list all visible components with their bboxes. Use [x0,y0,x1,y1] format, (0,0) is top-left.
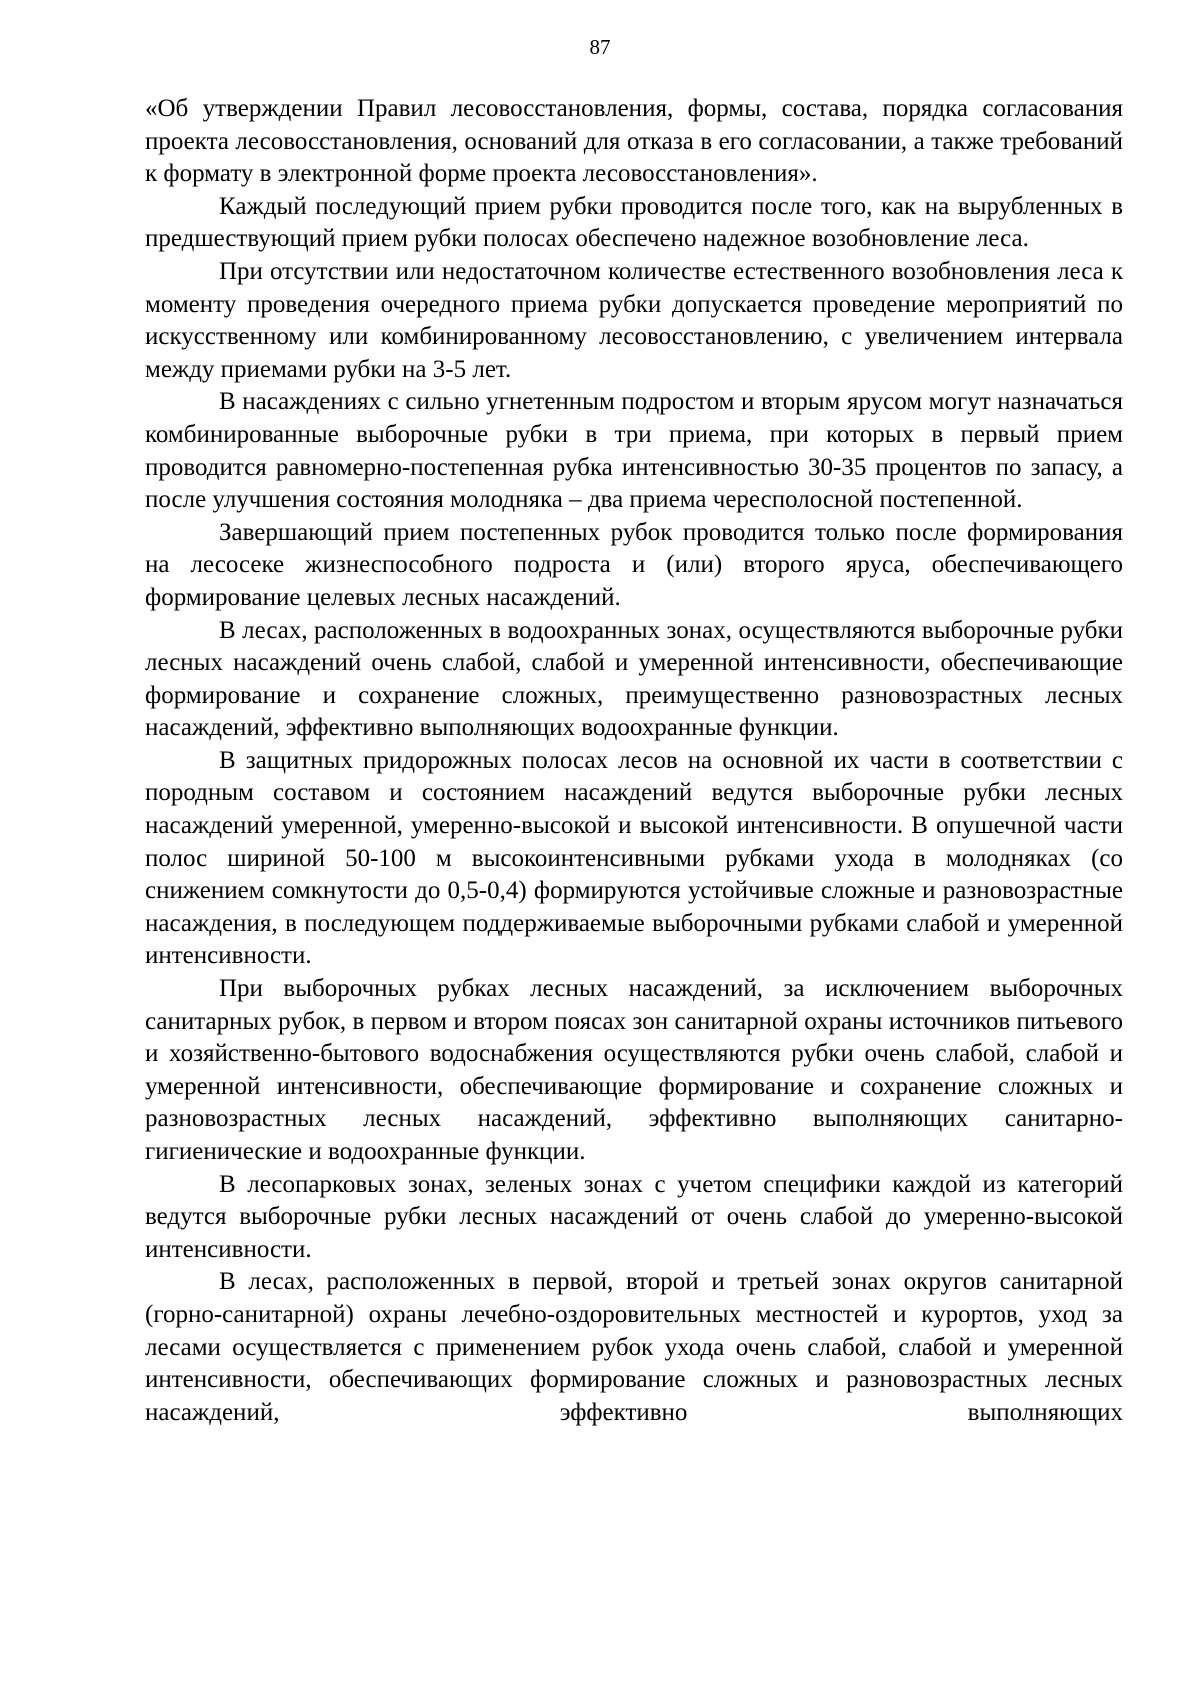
paragraph: «Об утверждении Правил лесовосстановления, формы, состава, порядка согласования проекта лесовосстановления, оснований для отказа в его согласовании, а также требований к формату в электронной форме проекта лесовосстановления». [145,95,1123,188]
paragraph: В защитных придорожных полосах лесов на основной их части в соответствии с породным составом и состоянием насаждений ведутся выборочные рубки лесных насаждений умеренной, умеренно-высокой и высокой интенсивности. В опушечной части полос шириной 50-100 м высокоинтенсивными рубками ухода в молодняках (со снижением сомкнутости до 0,5-0,4) формируются устойчивые сложные и разновозрастные насаждения, в последующем поддерживаемые выборочными рубками слабой и умеренной интенсивности. [145,746,1123,970]
paragraph: В насаждениях с сильно угнетенным подростом и вторым ярусом могут назначаться комбинированные выборочные рубки в три приема, при которых в первый прием проводится равномерно-постепенная рубка интенсивностью 30-35 процентов по запасу, а после улучшения состояния молодняка – два приема чересполосной постепенной. [145,388,1123,514]
paragraph: При выборочных рубках лесных насаждений, за исключением выборочных санитарных рубок, в первом и втором поясах зон санитарной охраны источников питьевого и хозяйственно-бытового водоснабжения осуществляются рубки очень слабой, слабой и умеренной интенсивности, обеспечивающие формирование и сохранение сложных и разновозрастных лесных насаждений, эффективно выполняющих санитарно-гигиенические и водоохранные функции. [145,975,1123,1165]
paragraph: В лесопарковых зонах, зеленых зонах с учетом специфики каждой из категорий ведутся выборочные рубки лесных насаждений от очень слабой до умеренно-высокой интенсивности. [145,1170,1123,1263]
paragraph: В лесах, расположенных в водоохранных зонах, осуществляются выборочные рубки лесных насаждений очень слабой, слабой и умеренной интенсивности, обеспечивающие формирование и сохранение сложных, преимущественно разновозрастных лесных насаждений, эффективно выполняющих водоохранные функции. [145,616,1123,742]
page-number: 87 [589,35,611,59]
paragraph: В лесах, расположенных в первой, второй и третьей зонах округов санитарной (горно-санитарной) охраны лечебно-оздоровительных местностей и курортов, уход за лесами осуществляется с применением рубок ухода очень слабой, слабой и умеренной интенсивности, обеспечивающих формирование сложных и разновозрастных лесных насаждений, эффективно выполняющих [145,1268,1123,1426]
paragraph: При отсутствии или недостаточном количестве естественного возобновления леса к моменту проведения очередного приема рубки допускается проведение мероприятий по искусственному или комбинированному лесовосстановлению, с увеличением интервала между приемами рубки на 3-5 лет. [145,257,1123,383]
paragraph: Завершающий прием постепенных рубок проводится только после формирования на лесосеке жизнеспособного подроста и (или) второго яруса, обеспечивающего формирование целевых лесных насаждений. [145,518,1123,611]
paragraph: Каждый последующий прием рубки проводится после того, как на вырубленных в предшествующий прием рубки полосах обеспечено надежное возобновление леса. [145,192,1123,253]
document-body [145,93,1123,1429]
